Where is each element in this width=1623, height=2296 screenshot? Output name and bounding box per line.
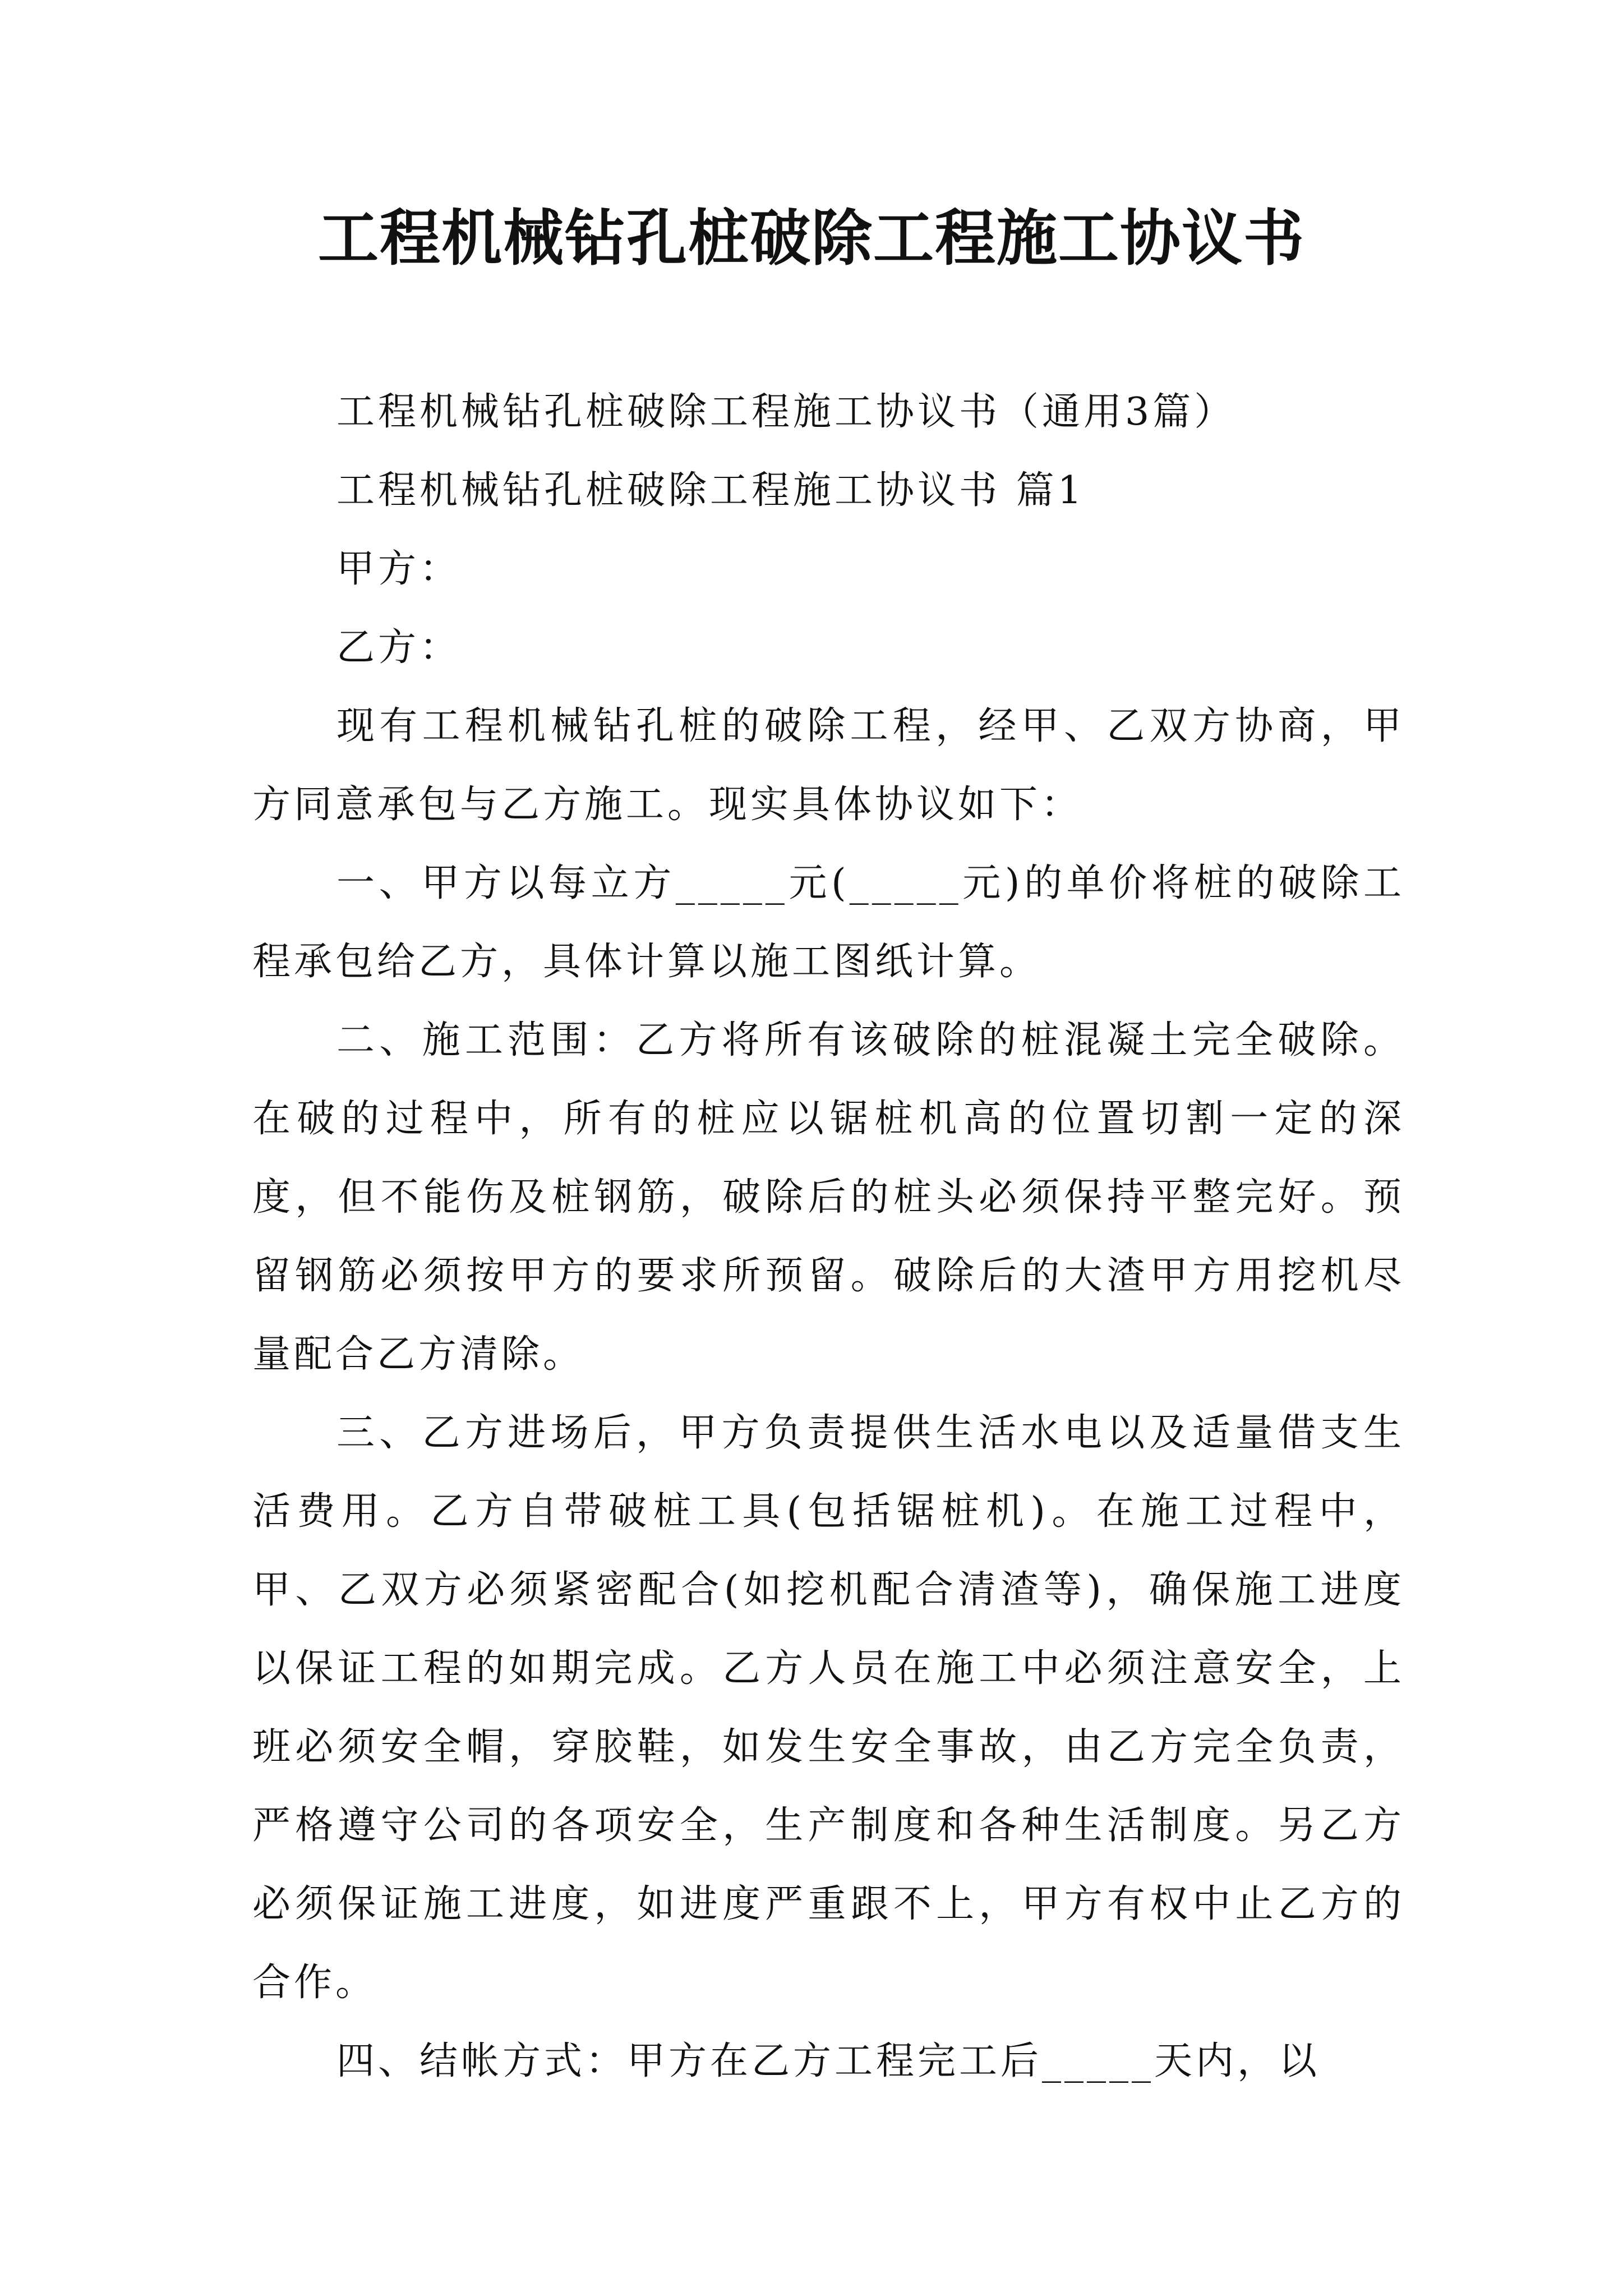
- document-body: [252, 373, 1405, 2101]
- paragraph-intro: 现有工程机械钻孔桩的破除工程，经甲、乙双方协商，甲方同意承包与乙方施工。现实具体协议如下：: [252, 704, 1405, 827]
- paragraph-section-heading: 工程机械钻孔桩破除工程施工协议书 篇1: [336, 468, 1085, 513]
- paragraph-clause-2: 二、施工范围：乙方将所有该破除的桩混凝土完全破除。在破的过程中，所有的桩应以锯桩机高的位置切割一定的深度，但不能伤及桩钢筋，破除后的桩头必须保持平整完好。预留钢筋必须按甲方的要求所预留。破除后的大渣甲方用挖机尽量配合乙方清除。: [252, 1018, 1405, 1377]
- paragraph-clause-3: 三、乙方进场后，甲方负责提供生活水电以及适量借支生活费用。乙方自带破桩工具(包括锯桩机)。在施工过程中，甲、乙双方必须紧密配合(如挖机配合清渣等)，确保施工进度以保证工程的如期完成。乙方人员在施工中必须注意安全，上班必须安全帽，穿胶鞋，如发生安全事故，由乙方完全负责，严格遵守公司的各项安全，生产制度和各种生活制度。另乙方必须保证施工进度，如进度严重跟不上，甲方有权中止乙方的合作。: [252, 1411, 1405, 2005]
- paragraph-party-b: 乙方：: [336, 625, 462, 670]
- paragraph-subtitle: 工程机械钻孔桩破除工程施工协议书（通用3篇）: [336, 390, 1236, 434]
- paragraph-party-a: 甲方：: [336, 547, 462, 591]
- document-title: 工程机械钻孔桩破除工程施工协议书: [317, 203, 1305, 274]
- paragraph-clause-1: 一、甲方以每立方_____元(_____元)的单价将桩的破除工程承包给乙方，具体计算以施工图纸计算。: [252, 861, 1405, 984]
- paragraph-clause-4: 四、结帐方式：甲方在乙方工程完工后_____天内，以: [336, 2039, 1321, 2083]
